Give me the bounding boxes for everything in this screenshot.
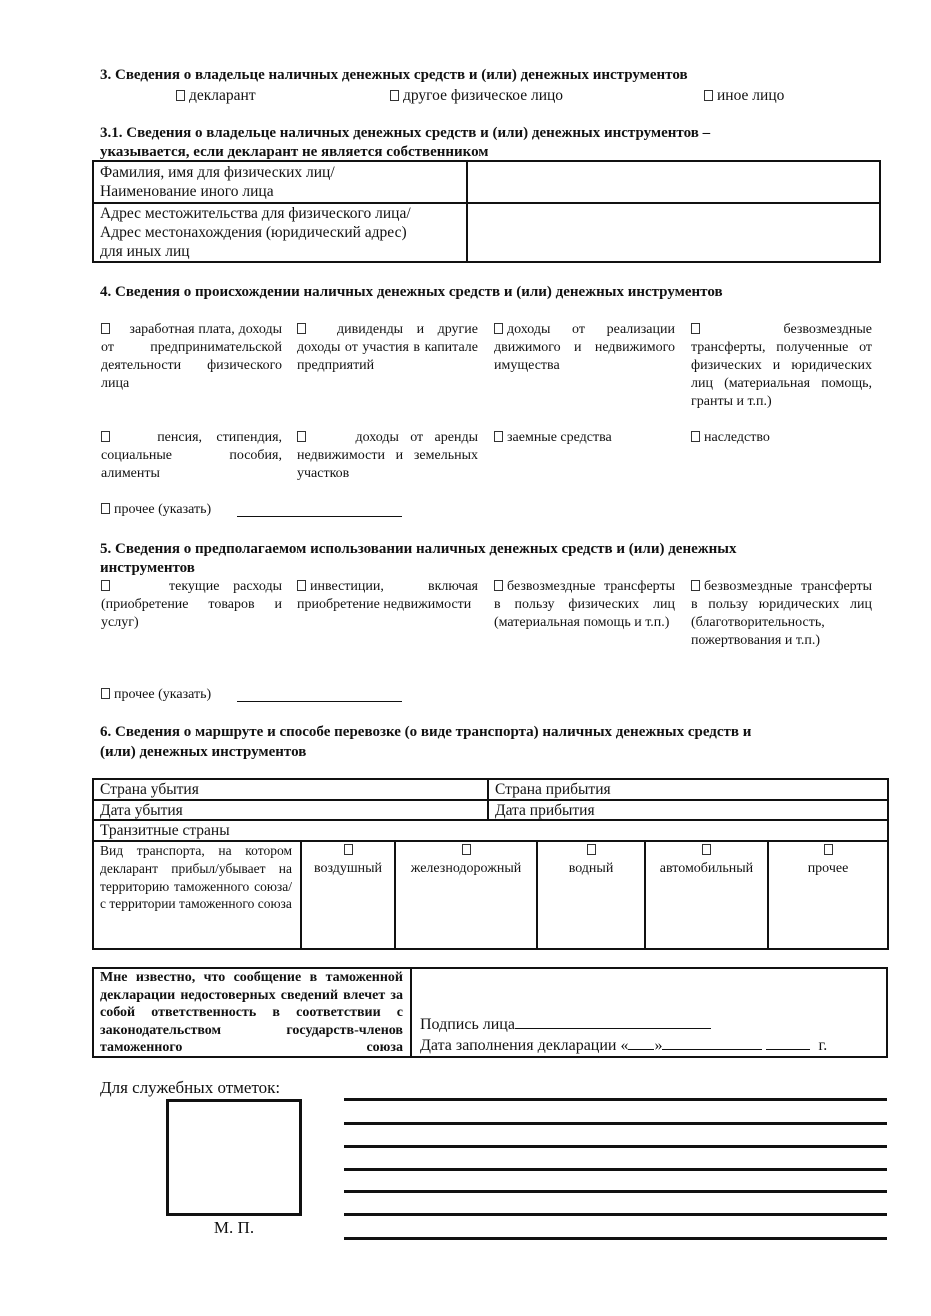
box-border <box>886 967 888 1058</box>
section-5-title-line1: 5. Сведения о предполагаемом использовании наличных денежных средств и (или) денежных <box>100 541 737 557</box>
origin-option-other[interactable]: прочее (указать) <box>101 501 211 519</box>
attestation-text: Мне известно, что сообщение в таможенной декларации недостоверных сведений влечет за собой ответственность в соответствии с законодательством государств-членов таможенного союза <box>100 970 403 1055</box>
origin-option-rent[interactable]: доходы от аренды недвижимости и земельных участков <box>297 430 478 481</box>
writing-line[interactable] <box>344 1190 887 1193</box>
box-border <box>410 967 412 1058</box>
checkbox-icon[interactable] <box>691 323 700 334</box>
section-3-1-title-line1: 3.1. Сведения о владельце наличных денежных средств и (или) денежных инструментов – <box>100 125 711 141</box>
date-month-field[interactable] <box>662 1035 762 1050</box>
checkbox-icon[interactable] <box>101 431 110 442</box>
checkbox-icon[interactable] <box>494 431 503 442</box>
transport-option-water[interactable]: водный <box>538 842 644 878</box>
transport-option-air[interactable]: воздушный <box>302 842 394 878</box>
section-6-title-line1: 6. Сведения о маршруте и способе перевозке (о виде транспорта) наличных денежных средств и <box>100 724 752 740</box>
transport-option-rail[interactable]: железнодорожный <box>396 842 536 878</box>
writing-line[interactable] <box>344 1168 887 1171</box>
owner-option-other-individual[interactable]: другое физическое лицо <box>390 86 563 106</box>
owner-address-label: Адрес местожительства для физического лица/ Адрес местонахождения (юридический адрес) для иных лиц <box>100 205 411 260</box>
owner-name-label: Фамилия, имя для физических лиц/ Наименование иного лица <box>100 164 335 200</box>
checkbox-icon[interactable] <box>297 431 306 442</box>
checkbox-icon[interactable] <box>344 844 353 855</box>
departure-country-field[interactable]: Страна убытия <box>100 781 199 798</box>
table-border <box>92 261 881 263</box>
origin-option-inheritance[interactable]: наследство <box>691 429 872 447</box>
checkbox-icon[interactable] <box>462 844 471 855</box>
usage-option-investments[interactable]: инвестиции, включая приобретение недвижимости <box>297 579 478 612</box>
origin-option-gratuitous-transfers[interactable]: безвозмездные трансферты, полученные от физических и юридических лиц (материальная помощь, гранты и т.п.) <box>691 322 872 409</box>
origin-option-property-sale[interactable]: доходы от реализации движимого и недвижимого имущества <box>494 322 675 373</box>
transport-option-road[interactable]: автомобильный <box>646 842 767 878</box>
checkbox-icon[interactable] <box>390 90 399 101</box>
section-4-title: 4. Сведения о происхождении наличных денежных средств и (или) денежных инструментов <box>100 284 723 300</box>
checkbox-icon[interactable] <box>494 580 503 591</box>
arrival-date-field[interactable]: Дата прибытия <box>495 802 595 819</box>
checkbox-icon[interactable] <box>297 580 306 591</box>
arrival-country-field[interactable]: Страна прибытия <box>495 781 611 798</box>
transport-type-label: Вид транспорта, на котором декларант прибыл/убывает на территорию таможенного союза/с территории таможенного союза <box>100 843 292 912</box>
origin-other-input[interactable] <box>237 501 402 517</box>
signature-row: Подпись лица <box>420 1014 711 1035</box>
checkbox-icon[interactable] <box>297 323 306 334</box>
date-day-field[interactable] <box>628 1035 654 1050</box>
date-row: Дата заполнения декларации « » г. <box>420 1037 828 1054</box>
stamp-box <box>166 1099 302 1216</box>
checkbox-icon[interactable] <box>176 90 185 101</box>
origin-option-salary[interactable]: заработная плата, доходы от предпринимательской деятельности физического лица <box>101 322 282 391</box>
usage-other-input[interactable] <box>237 686 402 702</box>
checkbox-icon[interactable] <box>101 580 110 591</box>
checkbox-icon[interactable] <box>101 323 110 334</box>
writing-line[interactable] <box>344 1237 887 1240</box>
checkbox-icon[interactable] <box>101 503 110 514</box>
checkbox-icon[interactable] <box>824 844 833 855</box>
usage-option-transfers-legal-entities[interactable]: безвозмездные трансферты в пользу юридических лиц (благотворительность, пожертвования и т.п.) <box>691 579 872 648</box>
usage-option-transfers-individuals[interactable]: безвозмездные трансферты в пользу физических лиц (материальная помощь и т.п.) <box>494 579 675 630</box>
checkbox-icon[interactable] <box>691 580 700 591</box>
owner-name-field[interactable] <box>468 162 879 202</box>
section-5-title-line2: инструментов <box>100 560 195 576</box>
table-border <box>887 778 889 950</box>
table-border <box>92 948 889 950</box>
transport-option-other[interactable]: прочее <box>769 842 887 878</box>
usage-option-current-expenses[interactable]: текущие расходы (приобретение товаров и услуг) <box>101 579 283 630</box>
writing-line[interactable] <box>344 1122 887 1125</box>
origin-option-pension[interactable]: пенсия, стипендия, социальные пособия, алименты <box>101 430 283 481</box>
owner-option-other-entity[interactable]: иное лицо <box>704 86 784 106</box>
origin-option-dividends[interactable]: дивиденды и другие доходы от участия в капитале предприятий <box>297 322 478 373</box>
owner-option-declarant[interactable]: декларант <box>176 86 256 106</box>
section-6-title-line2: (или) денежных инструментов <box>100 744 307 760</box>
writing-line[interactable] <box>344 1098 887 1101</box>
stamp-label: М. П. <box>213 1218 255 1237</box>
checkbox-icon[interactable] <box>101 688 110 699</box>
owner-address-field[interactable] <box>468 204 879 261</box>
checkbox-icon[interactable] <box>587 844 596 855</box>
section-3-title: 3. Сведения о владельце наличных денежных средств и (или) денежных инструментов <box>100 67 688 83</box>
signature-field[interactable] <box>515 1014 711 1029</box>
usage-option-other[interactable]: прочее (указать) <box>101 686 211 704</box>
transit-countries-field[interactable]: Транзитные страны <box>100 822 230 839</box>
writing-line[interactable] <box>344 1213 887 1216</box>
writing-line[interactable] <box>344 1145 887 1148</box>
section-3-1-title-line2: указывается, если декларант не является собственником <box>100 144 489 160</box>
official-marks-label: Для служебных отметок: <box>100 1078 281 1097</box>
origin-option-loans[interactable]: заемные средства <box>494 429 675 447</box>
checkbox-icon[interactable] <box>691 431 700 442</box>
box-border <box>92 967 94 1058</box>
departure-date-field[interactable]: Дата убытия <box>100 802 183 819</box>
checkbox-icon[interactable] <box>702 844 711 855</box>
table-border <box>879 160 881 263</box>
checkbox-icon[interactable] <box>494 323 503 334</box>
checkbox-icon[interactable] <box>704 90 713 101</box>
date-year-field[interactable] <box>766 1035 810 1050</box>
